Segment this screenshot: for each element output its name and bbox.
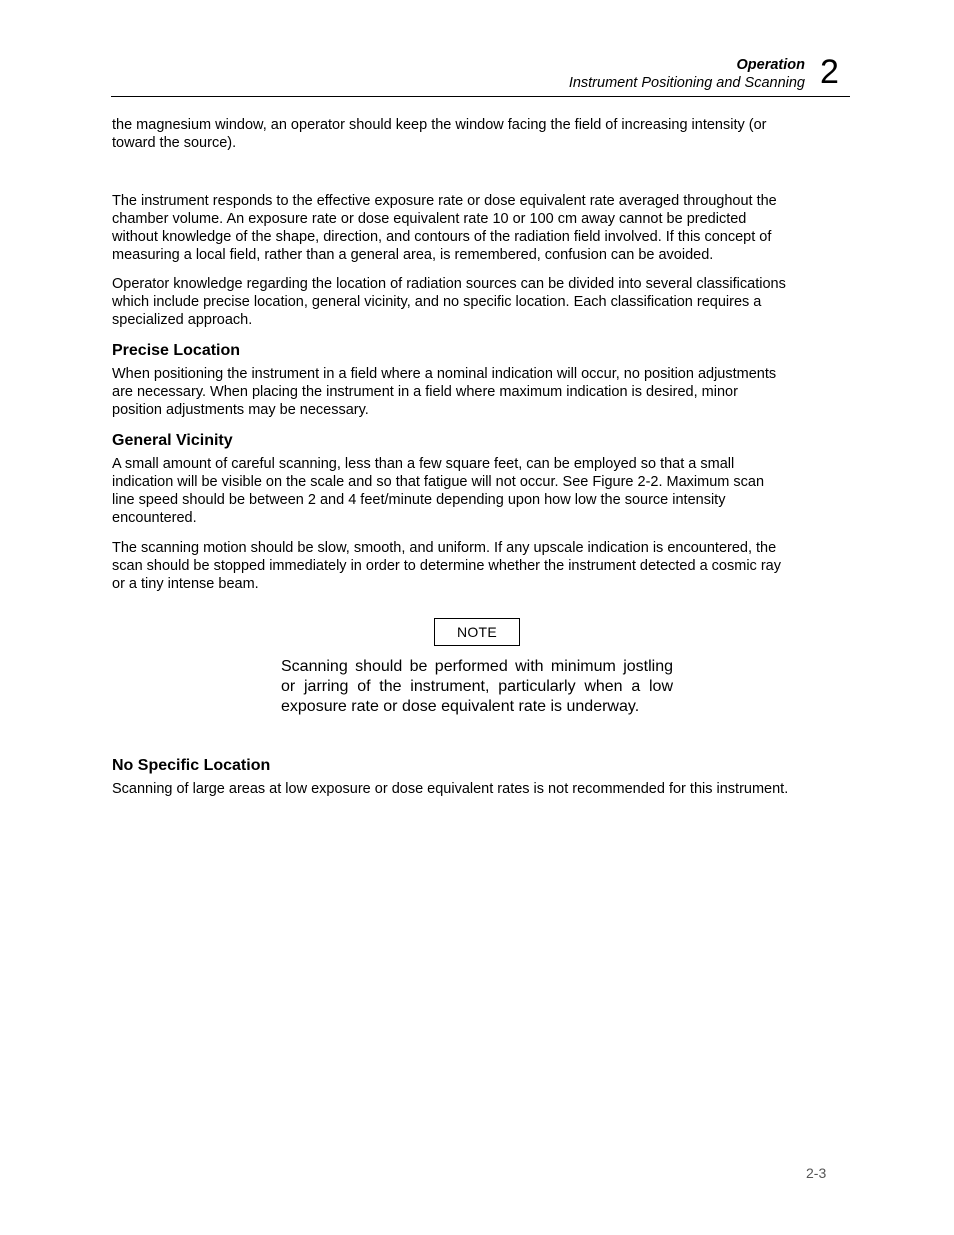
paragraph-text: Scanning of large areas at low exposure or dose equivalent rates is not recommended for this instrument.: [112, 781, 789, 797]
paragraph-text: The instrument responds to the effective exposure rate or dose equivalent rate averaged throughout the chamber volume. An exposure rate or dose equivalent rate 10 or 100 cm away cannot be predicted without knowledge of the shape, direction, and contours of the radiation field involved. If this concept of measuring a local field, rather than a general area, is remembered, confusion can be avoided.: [112, 193, 777, 263]
header-chapter-title: Operation: [736, 57, 805, 73]
body-paragraph-general-1: [112, 455, 847, 527]
heading-general-vicinity: General Vicinity: [112, 432, 233, 449]
paragraph-text: When positioning the instrument in a field where a nominal indication will occur, no position adjustments are necessary. When placing the instrument in a field where maximum indication is desired, minor position adjustments may be necessary.: [112, 366, 777, 418]
paragraph-text: the magnesium window, an operator should keep the window facing the field of increasing intensity (or toward the source).: [112, 117, 767, 151]
running-header: [569, 57, 805, 92]
note-label: NOTE: [434, 618, 520, 646]
heading-no-specific-location: No Specific Location: [112, 757, 271, 774]
body-paragraph-continuation: [112, 116, 847, 152]
chapter-number: 2: [820, 53, 839, 91]
body-paragraph-exposure: [112, 192, 847, 264]
paragraph-text: The scanning motion should be slow, smooth, and uniform. If any upscale indication is encountered, the scan should be stopped immediately in order to determine whether the instrument detected a cosmic ray or a tiny intense beam.: [112, 540, 781, 592]
header-divider: [111, 96, 850, 97]
heading-precise-location: Precise Location: [112, 342, 241, 359]
body-paragraph-classifications: [112, 275, 847, 329]
paragraph-text: A small amount of careful scanning, less than a few square feet, can be employed so that a small indication will be visible on the scale and so that fatigue will not occur. See Figure 2-2. Maximum scan line speed should be between 2 and 4 feet/minute depending upon how low the source intensity encountered.: [112, 456, 765, 526]
paragraph-text: Operator knowledge regarding the location of radiation sources can be divided into several classifications which include precise location, general vicinity, and no specific location. Each classification requires a specialized approach.: [112, 276, 786, 328]
note-text: Scanning should be performed with minimum jostling or jarring of the instrument, particularly when a low exposure rate or dose equivalent rate is underway.: [281, 658, 673, 715]
page-number: 2-3: [806, 1165, 827, 1181]
body-paragraph-no-specific: [112, 780, 847, 798]
body-paragraph-precise: [112, 365, 847, 419]
header-section-title: Instrument Positioning and Scanning: [568, 75, 805, 91]
body-paragraph-general-2: [112, 539, 847, 593]
